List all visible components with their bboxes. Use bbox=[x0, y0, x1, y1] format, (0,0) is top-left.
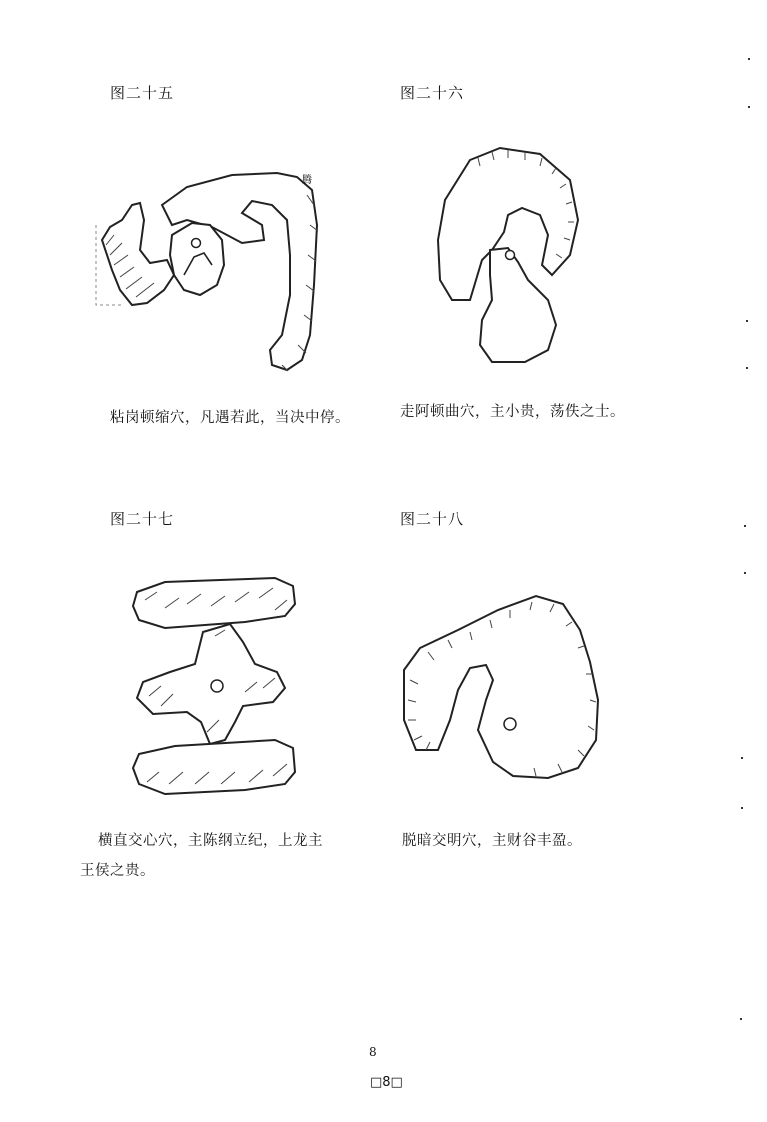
figure-26-caption: 走阿顿曲穴，主小贵，荡佚之士。 bbox=[400, 404, 625, 420]
scan-speck bbox=[741, 807, 743, 809]
figure-28-title: 图二十八 bbox=[400, 510, 465, 528]
figure-25-title: 图二十五 bbox=[110, 84, 175, 102]
fig25-left-ridge bbox=[102, 203, 174, 305]
figure-27-title: 图二十七 bbox=[110, 510, 175, 528]
scan-speck bbox=[744, 525, 746, 527]
scan-speck bbox=[746, 320, 748, 322]
figure-28-drawing bbox=[398, 590, 603, 785]
fig27-top-bar bbox=[133, 578, 295, 628]
figure-27-drawing bbox=[125, 572, 305, 797]
fig25-cave-point bbox=[192, 239, 201, 248]
fig28-cave-point bbox=[504, 718, 516, 730]
page-footer: □8□ bbox=[370, 1075, 403, 1090]
scan-speck bbox=[741, 757, 743, 759]
figure-26-drawing bbox=[430, 140, 590, 370]
scan-speck bbox=[746, 367, 748, 369]
figure-26-title: 图二十六 bbox=[400, 84, 465, 102]
figure-27-caption-line2: 王侯之贵。 bbox=[80, 863, 155, 879]
scan-speck bbox=[748, 58, 750, 60]
fig25-inner-blob bbox=[170, 223, 224, 295]
fig26-cave-point bbox=[506, 251, 515, 260]
scan-speck bbox=[740, 1018, 742, 1020]
figure-27-caption-line1: 横直交心穴，主陈纲立纪，上龙主 bbox=[98, 833, 323, 849]
scan-speck bbox=[744, 572, 746, 574]
fig25-corner-mark: 腾 bbox=[302, 175, 312, 186]
page-number: 8 bbox=[369, 1045, 377, 1059]
figure-28-caption: 脱暗交明穴，主财谷丰盈。 bbox=[402, 833, 582, 849]
fig27-bottom-bar bbox=[133, 740, 295, 794]
figure-25-drawing bbox=[92, 165, 332, 380]
fig27-cave-point bbox=[211, 680, 223, 692]
figure-25-caption: 粘岗顿缩穴，凡遇若此，当决中停。 bbox=[110, 410, 350, 426]
scan-speck bbox=[748, 106, 750, 108]
fig28-outer-ridge bbox=[404, 596, 598, 778]
